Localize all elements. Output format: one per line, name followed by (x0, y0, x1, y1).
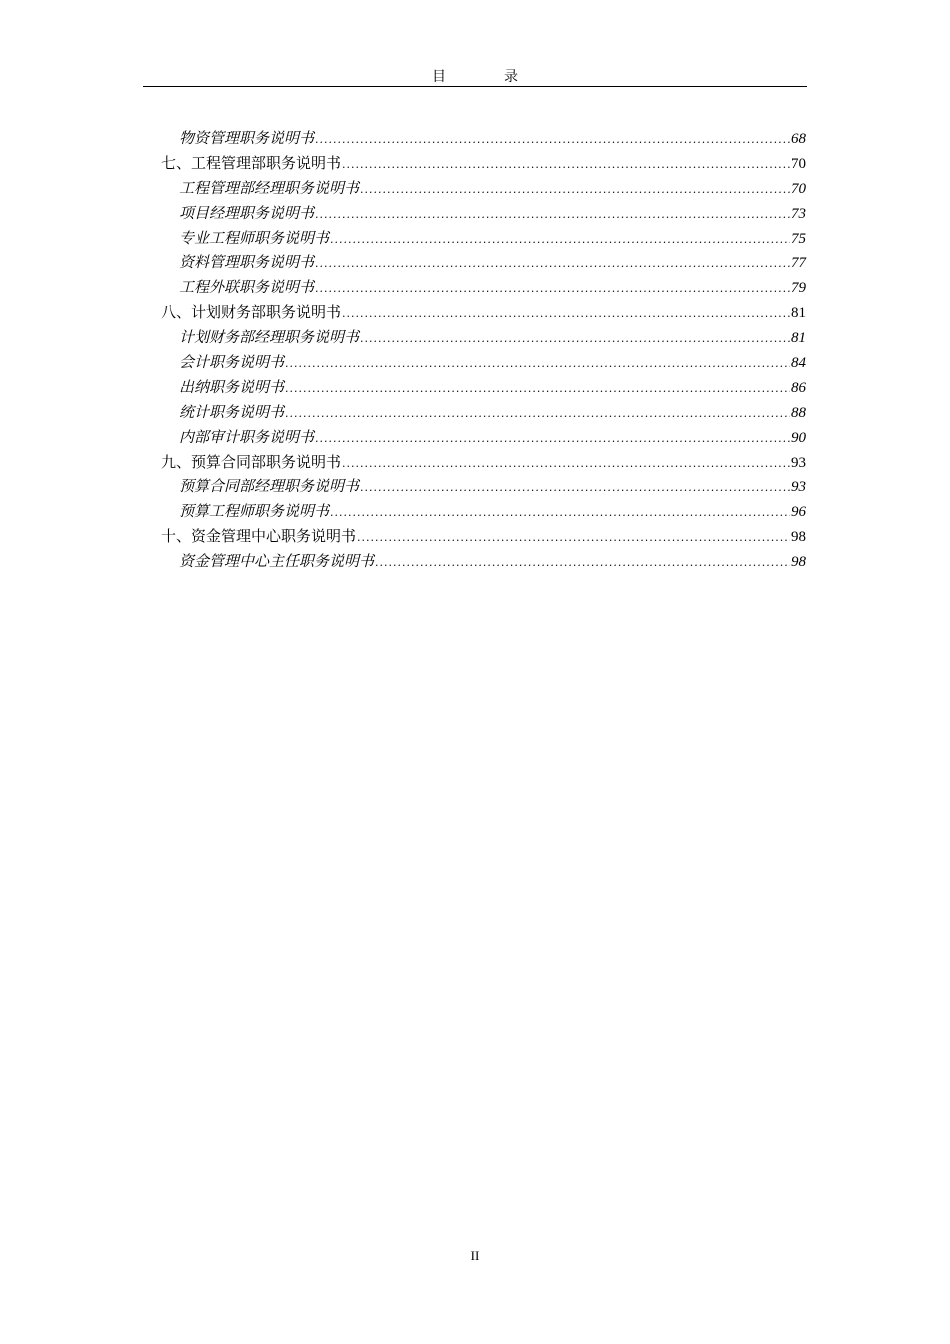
toc-entry-page: 81 (791, 305, 806, 322)
toc-leader-dots (315, 427, 790, 452)
toc-entry-page: 70 (791, 155, 806, 172)
toc-leader-dots (360, 476, 790, 501)
toc-leader-dots (330, 228, 790, 253)
toc-entry-label: 工程管理部经理职务说明书 (179, 178, 360, 197)
table-of-contents (161, 126, 806, 574)
toc-leader-dots (285, 352, 790, 377)
toc-entry[interactable] (161, 176, 806, 201)
toc-entry-label: 七、工程管理部职务说明书 (161, 153, 342, 172)
toc-entry[interactable] (161, 275, 806, 300)
toc-entry-page: 93 (791, 454, 806, 471)
toc-leader-dots (360, 327, 790, 352)
toc-entry[interactable] (161, 250, 806, 275)
toc-entry-label: 九、预算合同部职务说明书 (161, 452, 342, 471)
toc-entry-page: 86 (791, 379, 806, 396)
page-header (143, 66, 807, 87)
toc-entry-page: 79 (791, 280, 806, 297)
toc-entry-page: 96 (791, 504, 806, 521)
toc-leader-dots (315, 277, 790, 302)
toc-leader-dots (342, 153, 790, 178)
toc-entry-page: 75 (791, 230, 806, 247)
toc-entry-page: 68 (791, 131, 806, 147)
toc-leader-dots (330, 501, 790, 526)
toc-entry[interactable] (161, 400, 806, 425)
toc-entry[interactable] (161, 524, 806, 549)
toc-entry[interactable] (161, 425, 806, 450)
toc-leader-dots (315, 252, 790, 277)
toc-entry-label: 内部审计职务说明书 (179, 427, 315, 446)
page-number-footer: II (470, 1248, 480, 1263)
toc-entry-label: 专业工程师职务说明书 (179, 228, 330, 247)
toc-entry[interactable] (161, 450, 806, 475)
toc-entry-page: 90 (791, 429, 806, 446)
toc-entry[interactable] (161, 325, 806, 350)
toc-entry-label: 计划财务部经理职务说明书 (179, 328, 360, 347)
toc-entry-page: 81 (791, 330, 806, 347)
toc-entry[interactable] (161, 126, 806, 151)
toc-entry-page: 84 (791, 355, 806, 372)
toc-leader-dots (315, 203, 790, 228)
toc-entry-label: 物资管理职务说明书 (179, 129, 315, 147)
toc-leader-dots (285, 402, 790, 427)
header-title: 目录 (432, 69, 576, 85)
toc-entry[interactable] (161, 549, 806, 574)
toc-leader-dots (357, 526, 790, 551)
toc-entry[interactable] (161, 499, 806, 524)
toc-entry-label: 十、资金管理中心职务说明书 (161, 527, 357, 546)
toc-entry-page: 73 (791, 205, 806, 222)
toc-entry-label: 资料管理职务说明书 (179, 253, 315, 272)
toc-entry[interactable] (161, 474, 806, 499)
toc-entry[interactable] (161, 201, 806, 226)
toc-leader-dots (342, 452, 790, 477)
toc-entry-page: 93 (791, 479, 806, 496)
toc-entry-label: 项目经理职务说明书 (179, 203, 315, 222)
toc-entry[interactable] (161, 226, 806, 251)
toc-entry-page: 77 (791, 255, 806, 272)
toc-entry-label: 工程外联职务说明书 (179, 278, 315, 297)
toc-leader-dots (375, 551, 790, 576)
toc-entry-page: 98 (791, 554, 806, 571)
toc-entry-label: 预算工程师职务说明书 (179, 502, 330, 521)
toc-entry-page: 98 (791, 529, 806, 546)
toc-entry[interactable] (161, 151, 806, 176)
toc-entry[interactable] (161, 350, 806, 375)
toc-entry-page: 70 (791, 180, 806, 197)
toc-leader-dots (342, 302, 790, 327)
toc-leader-dots (285, 377, 790, 402)
toc-entry[interactable] (161, 375, 806, 400)
toc-leader-dots (315, 128, 790, 153)
toc-entry[interactable] (161, 300, 806, 325)
toc-entry-label: 统计职务说明书 (179, 402, 285, 421)
toc-entry-label: 资金管理中心主任职务说明书 (179, 552, 375, 571)
toc-entry-page: 88 (791, 404, 806, 421)
toc-entry-label: 八、计划财务部职务说明书 (161, 303, 342, 322)
toc-entry-label: 会计职务说明书 (179, 353, 285, 372)
toc-entry-label: 出纳职务说明书 (179, 377, 285, 396)
toc-leader-dots (360, 178, 790, 203)
toc-entry-label: 预算合同部经理职务说明书 (179, 477, 360, 496)
